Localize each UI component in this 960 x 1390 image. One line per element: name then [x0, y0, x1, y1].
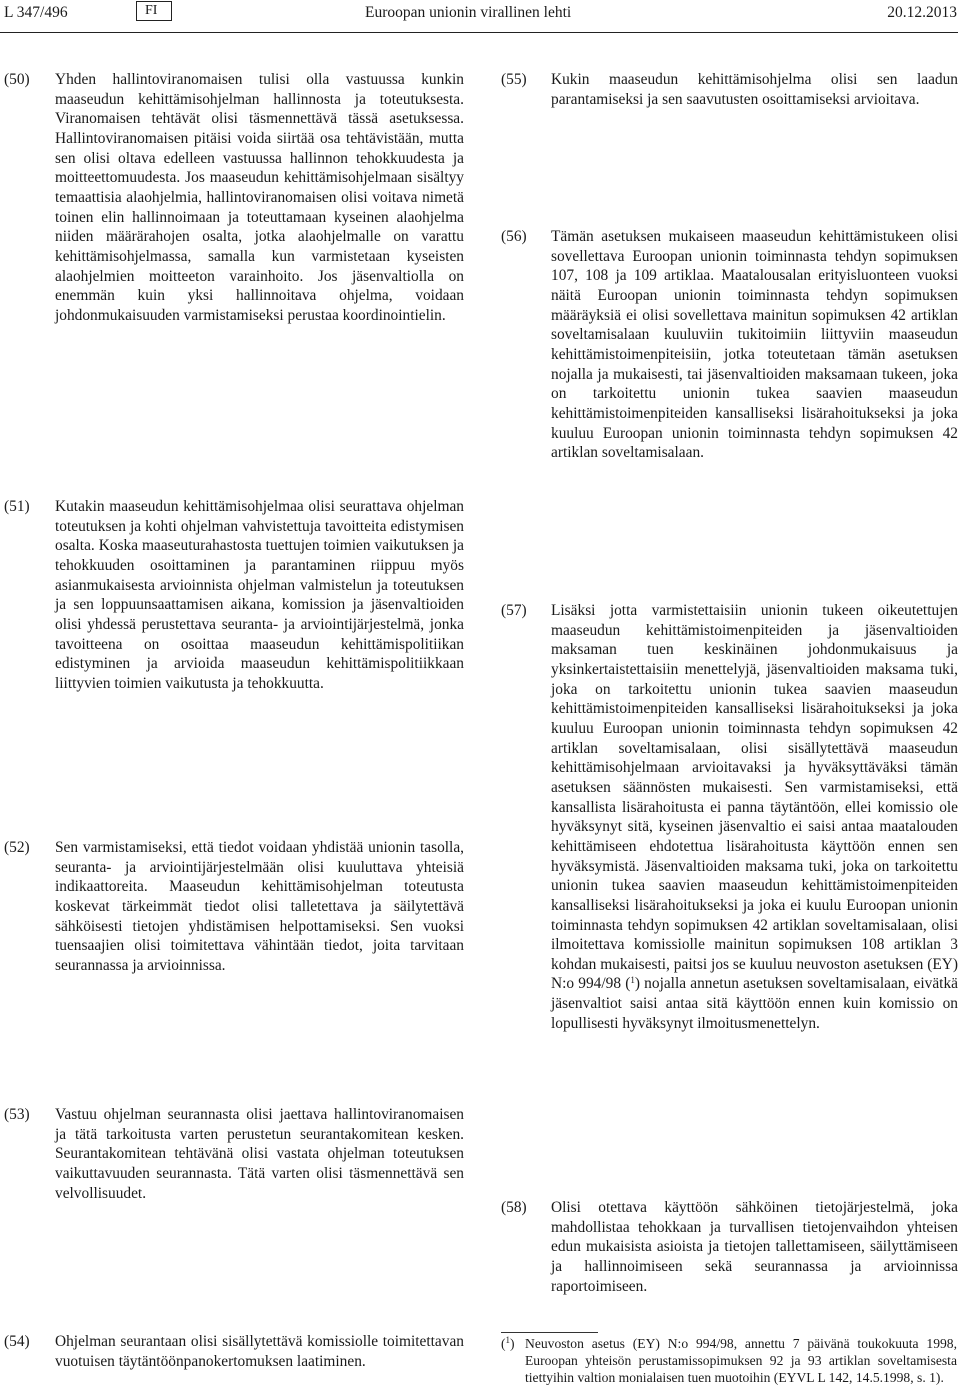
recital-text: Sen varmistamiseksi, että tiedot voidaan yhdistää unionin tasolla, seuranta- ja arviointijärjestelmään olisi kuuluttava yhteisiä indikaattoreita. Maaseudun kehittämisohjelman toteutusta koskevat tärkeimmät tiedot olisi talletettava ja säilytettävä sähköisesti tietojen yhdistämisen helpottamiseksi. Sen vuoksi tuensaajien olisi toimitettava vähintään tiedot, joita tarvitaan seurannassa ja arvioinnissa.: [55, 839, 464, 974]
recital-number: (57): [501, 602, 527, 619]
header-rule: [0, 32, 958, 33]
footnote-text: Neuvoston asetus (EY) N:o 994/98, annettu 7 päivänä toukokuuta 1998, Euroopan yhteisön perustamissopimuksen 92 ja 93 artiklan soveltamisesta tiettyihin valtion monialaisen tuen muotoihin (EYVL L 142, 14.5.1998, s. 1).: [525, 1336, 957, 1385]
language-badge: FI: [136, 1, 172, 21]
recital-text: Ohjelman seurantaan olisi sisällytettävä komissiolle toimitettavan vuotuisen täytäntöönpanokertomuksen laatiminen.: [55, 1333, 464, 1370]
recital-number: (54): [4, 1333, 30, 1350]
footnote-mark-open: (: [501, 1336, 506, 1351]
recital-text: Kukin maaseudun kehittämisohjelma olisi sen laadun parantamiseksi ja sen saavutusten osoittamiseksi arvioitava.: [551, 71, 958, 108]
recital-number: (58): [501, 1199, 527, 1216]
recital-text: Yhden hallintoviranomaisen tulisi olla vastuussa kunkin maaseudun kehittämisohjelman hallinnosta ja toteutuksesta. Viranomaisen tehtävät olisi täsmennettävä tässä asetuksessa. Hallintoviranomaisen pitäisi voida siirtää osa tehtävistään, mutta sen olisi oltava edelleen vastuussa hallinnon tehokkuudesta ja moitteettomuudesta. Jos maaseudun kehittämisohjelmaan sisältyy temaattisia alaohjelmia, hallintoviranomaisen olisi voitava nimetä toinen elin hallinnoimaan ja toteuttamaan kyseinen alaohjelma niiden määrärahojen osalta, jotka alaohjelmalle on varattu kehittämisohjelmassa, samalla kun varmistetaan kyseisten alaohjelmien moitteeton varainhoito. Jos jäsenvaltiolla on enemmän kuin yksi hallinnoitava ohjelma, voidaan johdonmukaisuuden varmistamiseksi perustaa koordinointielin.: [55, 71, 464, 324]
footnote-reference[interactable]: 1: [630, 975, 635, 986]
recital-number: (55): [501, 71, 527, 88]
recital-number: (53): [4, 1106, 30, 1123]
page-reference: L 347/496: [4, 4, 68, 21]
footnote-mark-number: 1: [505, 1335, 511, 1345]
recital-number: (51): [4, 498, 30, 515]
footnote-mark: [501, 1336, 515, 1353]
recital-text-part: ) nojalla annetun asetuksen soveltamisalaan, eivätkä jäsenvaltiot saisi antaa sitä käyttöön ennen kuin komissio on lopullisesti hyväksynyt ilmoitusmenettelyn.: [551, 975, 958, 1032]
recital-text-part: Lisäksi jotta varmistettaisiin unionin tukeen oikeutettujen maaseudun kehittämistoimenpiteiden ja jäsenvaltioiden maksaman tuen keskinäinen johdonmukaisuus ja yksinkertaistettaisiin menettelyjä, jäsenvaltioiden maksama tuki, joka on tarkoitettu unionin tukea saavien maaseudun kehittämistoimenpiteiden kansalliseksi lisärahoitukseksi ja joka kuuluu Euroopan unionin toiminnasta tehdyn sopimuksen 42 artiklan soveltamisalaan, olisi sisällytettävä maaseudun kehittämisohjelmaan arvioitavaksi ja hyväksyttäväksi tämän asetuksen säännösten mukaisesti. Sen varmistamiseksi, että kansallista lisärahoitusta ei panna täytäntöön, ellei komissio ole hyväksynyt sitä, kyseinen jäsenvaltio ei saisi antaa maatalouden kehittämiseen ehdotettua lisärahoitusta käyttöön ennen sen hyväksymistä. Jäsenvaltioiden maksama tuki, joka on tarkoitettu unionin tukea saavien maaseudun kehittämistoimenpiteiden kansalliseksi lisärahoitukseksi ja joka ei kuulu Euroopan unionin toiminnasta tehdyn sopimuksen 42 artiklan soveltamisalaan, olisi ilmoitettava komissiolle mainitun sopimuksen 108 artiklan 3 kohdan mukaisesti, paitsi jos se kuuluu neuvoston asetuksen (EY) N:o 994/98 (: [551, 602, 958, 993]
footnote-rule: [501, 1332, 598, 1333]
recital-text: Tämän asetuksen mukaiseen maaseudun kehittämistukeen olisi sovellettava Euroopan unionin toiminnasta tehdyn sopimuksen 107, 108 ja 109 artiklaa. Maatalousalan erityisluonteen vuoksi näitä Euroopan unionin toiminnasta tehdyn sopimuksen määräyksiä ei olisi sovellettava mainitun sopimuksen 42 artiklan soveltamisalaan kuuluviin tukitoimiin liittyviin maaseudun kehittämistoimenpiteisiin, jotka toteutetaan tämän asetuksen nojalla ja mukaisesti, tai jäsenvaltioiden maksamaan tukeen, joka on tarkoitettu unionin tukea saavien maaseudun kehittämistoimenpiteiden kansalliseksi lisärahoitukseksi ja joka kuuluu Euroopan unionin toiminnasta tehdyn sopimuksen 42 artiklan soveltamisalaan.: [551, 228, 958, 462]
page-header: [0, 0, 960, 34]
recital-number: (52): [4, 839, 30, 856]
recital-text: Vastuu ohjelman seurannasta olisi jaettava hallintoviranomaisen ja tätä tarkoitusta varten perustetun seurantakomitean kesken. Seurantakomitean tehtävänä olisi vastata ohjelman toteutuksen vaikuttavuuden seurannasta. Tätä varten olisi täsmennettävä sen velvollisuudet.: [55, 1106, 464, 1202]
recital-number: (56): [501, 228, 527, 245]
recital-text: [551, 601, 958, 1033]
publication-date: 20.12.2013: [887, 4, 957, 21]
footnote-mark-close: ): [510, 1336, 515, 1351]
recital-number: (50): [4, 71, 30, 88]
recital-text: Kutakin maaseudun kehittämisohjelmaa olisi seurattava ohjelman toteutuksen ja kohti ohjelman vahvistettuja tavoitteita edistymisen osalta. Koska maaseuturahastosta tuettujen toimien vaikutuksen ja tehokkuuden osoittaminen ja parantaminen riippuu myös asianmukaisesta arvioinnista ohjelman valmistelun ja toteutuksen ja sen loppuunsaattamisen aikana, komission ja jäsenvaltioiden olisi yhdessä perustettava seuranta- ja arviointijärjestelmä, jonka tavoitteena on osoittaa maaseudun kehittämispolitiikan edistyminen ja arvioida maaseudun kehittämispolitiikkaan liittyvien toimien vaikutusta ja tehokkuutta.: [55, 498, 464, 692]
journal-title: Euroopan unionin virallinen lehti: [365, 4, 572, 21]
recital-text: Olisi otettava käyttöön sähköinen tietojärjestelmä, joka mahdollistaa tehokkaan ja turvallisen tietojenvaihdon yhteisen edun mukaisista asioista ja tietojen tallettamiseen, säilyttämiseen ja hallinnoimiseen sekä seurannassa ja arvioinnissa raportoimiseen.: [551, 1199, 958, 1295]
